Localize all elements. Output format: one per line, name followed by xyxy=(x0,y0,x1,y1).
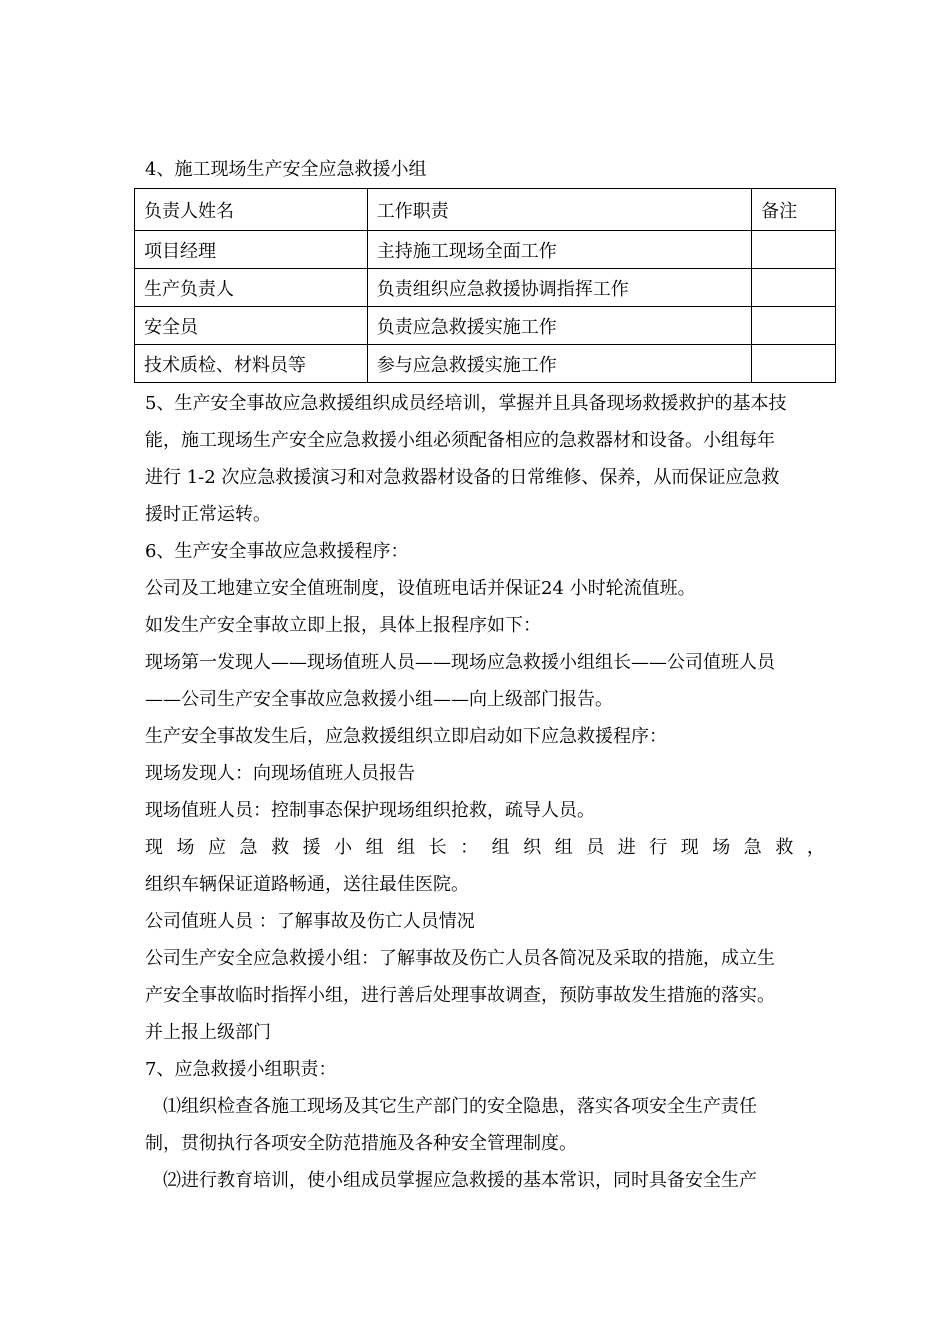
leader-char: ： xyxy=(460,837,479,858)
table-cell: 参与应急救援实施工作 xyxy=(367,345,751,383)
duty-system-line: 公司及工地建立安全值班制度，设值班电话并保证24 小时轮流值班。 xyxy=(145,578,696,599)
leader-char: 进 xyxy=(617,837,636,858)
table-cell xyxy=(752,231,836,269)
table-cell xyxy=(752,345,836,383)
table-cell: 技术质检、材料员等 xyxy=(135,345,368,383)
header-cell: 工作职责 xyxy=(367,189,751,231)
company-duty-line: 公司值班人员 ：了解事故及伤亡人员情况 xyxy=(145,911,475,932)
table-cell xyxy=(752,269,836,307)
onsite-duty-line: 现场值班人员：控制事态保护现场组织抢救，疏导人员。 xyxy=(145,800,595,821)
finder-line: 现场发现人：向现场值班人员报告 xyxy=(145,763,415,784)
section-5-line: 援时正常运转。 xyxy=(145,504,271,525)
leader-char: 救 xyxy=(271,837,290,858)
leader-char: 行 xyxy=(649,837,668,858)
section-5-line: 5、生产安全事故应急救援组织成员经培训，掌握并且具备现场救援救护的基本技 xyxy=(145,393,787,414)
leader-char: 组 xyxy=(397,837,416,858)
table-cell: 安全员 xyxy=(135,307,368,345)
leader-char: 急 xyxy=(743,837,762,858)
procedure-intro-line: 生产安全事故发生后，应急救援组织立即启动如下应急救援程序： xyxy=(145,726,667,747)
table-row xyxy=(135,307,836,345)
section-4-heading: 4、施工现场生产安全应急救援小组 xyxy=(145,159,427,180)
report-chain-line: 现场第一发现人——现场值班人员——现场应急救援小组组长——公司值班人员 xyxy=(145,652,775,673)
duty-item-1-line: ⑴组织检查各施工现场及其它生产部门的安全隐患，落实各项安全生产责任 xyxy=(163,1096,757,1117)
report-intro-line: 如发生产安全事故立即上报，具体上报程序如下： xyxy=(145,615,541,636)
table-cell: 负责组织应急救援协调指挥工作 xyxy=(367,269,751,307)
table-cell xyxy=(752,307,836,345)
leader-char: 急 xyxy=(239,837,258,858)
leader-char: 组 xyxy=(365,837,384,858)
header-cell: 负责人姓名 xyxy=(135,189,368,231)
table-row xyxy=(135,345,836,383)
table-cell: 主持施工现场全面工作 xyxy=(367,231,751,269)
table-row xyxy=(135,231,836,269)
leader-char: 织 xyxy=(523,837,542,858)
duty-item-2-line: ⑵进行教育培训，使小组成员掌握应急救援的基本常识，同时具备安全生产 xyxy=(163,1170,757,1191)
company-group-line: 并上报上级部门 xyxy=(145,1022,271,1043)
leader-char: 救 xyxy=(775,837,794,858)
leader-char: 现 xyxy=(680,837,699,858)
team-leader-line xyxy=(145,837,825,859)
leader-char: ， xyxy=(806,837,825,858)
leader-char: 援 xyxy=(302,837,321,858)
table-cell: 生产负责人 xyxy=(135,269,368,307)
header-cell: 备注 xyxy=(752,189,836,231)
section-5-line: 进行 1-2 次应急救援演习和对急救器材设备的日常维修、保养，从而保证应急救 xyxy=(145,467,780,488)
leader-char: 员 xyxy=(586,837,605,858)
company-group-line: 公司生产安全应急救援小组：了解事故及伤亡人员各简况及采取的措施，成立生 xyxy=(145,948,775,969)
rescue-team-table xyxy=(134,188,836,383)
leader-char: 长 xyxy=(428,837,447,858)
team-leader-line-2: 组织车辆保证道路畅通，送往最佳医院。 xyxy=(145,874,469,895)
leader-char: 场 xyxy=(176,837,195,858)
duty-item-1-line: 制，贯彻执行各项安全防范措施及各种安全管理制度。 xyxy=(145,1133,577,1154)
table-header-row xyxy=(135,189,836,231)
report-chain-line: ——公司生产安全事故应急救援小组——向上级部门报告。 xyxy=(145,689,613,710)
leader-char: 小 xyxy=(334,837,353,858)
leader-char: 场 xyxy=(712,837,731,858)
leader-char: 应 xyxy=(208,837,227,858)
section-7-heading: 7、应急救援小组职责： xyxy=(145,1059,337,1080)
table-cell: 负责应急救援实施工作 xyxy=(367,307,751,345)
leader-char: 现 xyxy=(145,837,163,858)
leader-char: 组 xyxy=(554,837,573,858)
company-group-line: 产安全事故临时指挥小组，进行善后处理事故调查，预防事故发生措施的落实。 xyxy=(145,985,775,1006)
table-cell: 项目经理 xyxy=(135,231,368,269)
section-5-line: 能，施工现场生产安全应急救援小组必须配备相应的急救器材和设备。小组每年 xyxy=(145,430,775,451)
section-6-heading: 6、生产安全事故应急救援程序： xyxy=(145,541,409,562)
table-row xyxy=(135,269,836,307)
leader-char: 组 xyxy=(491,837,510,858)
